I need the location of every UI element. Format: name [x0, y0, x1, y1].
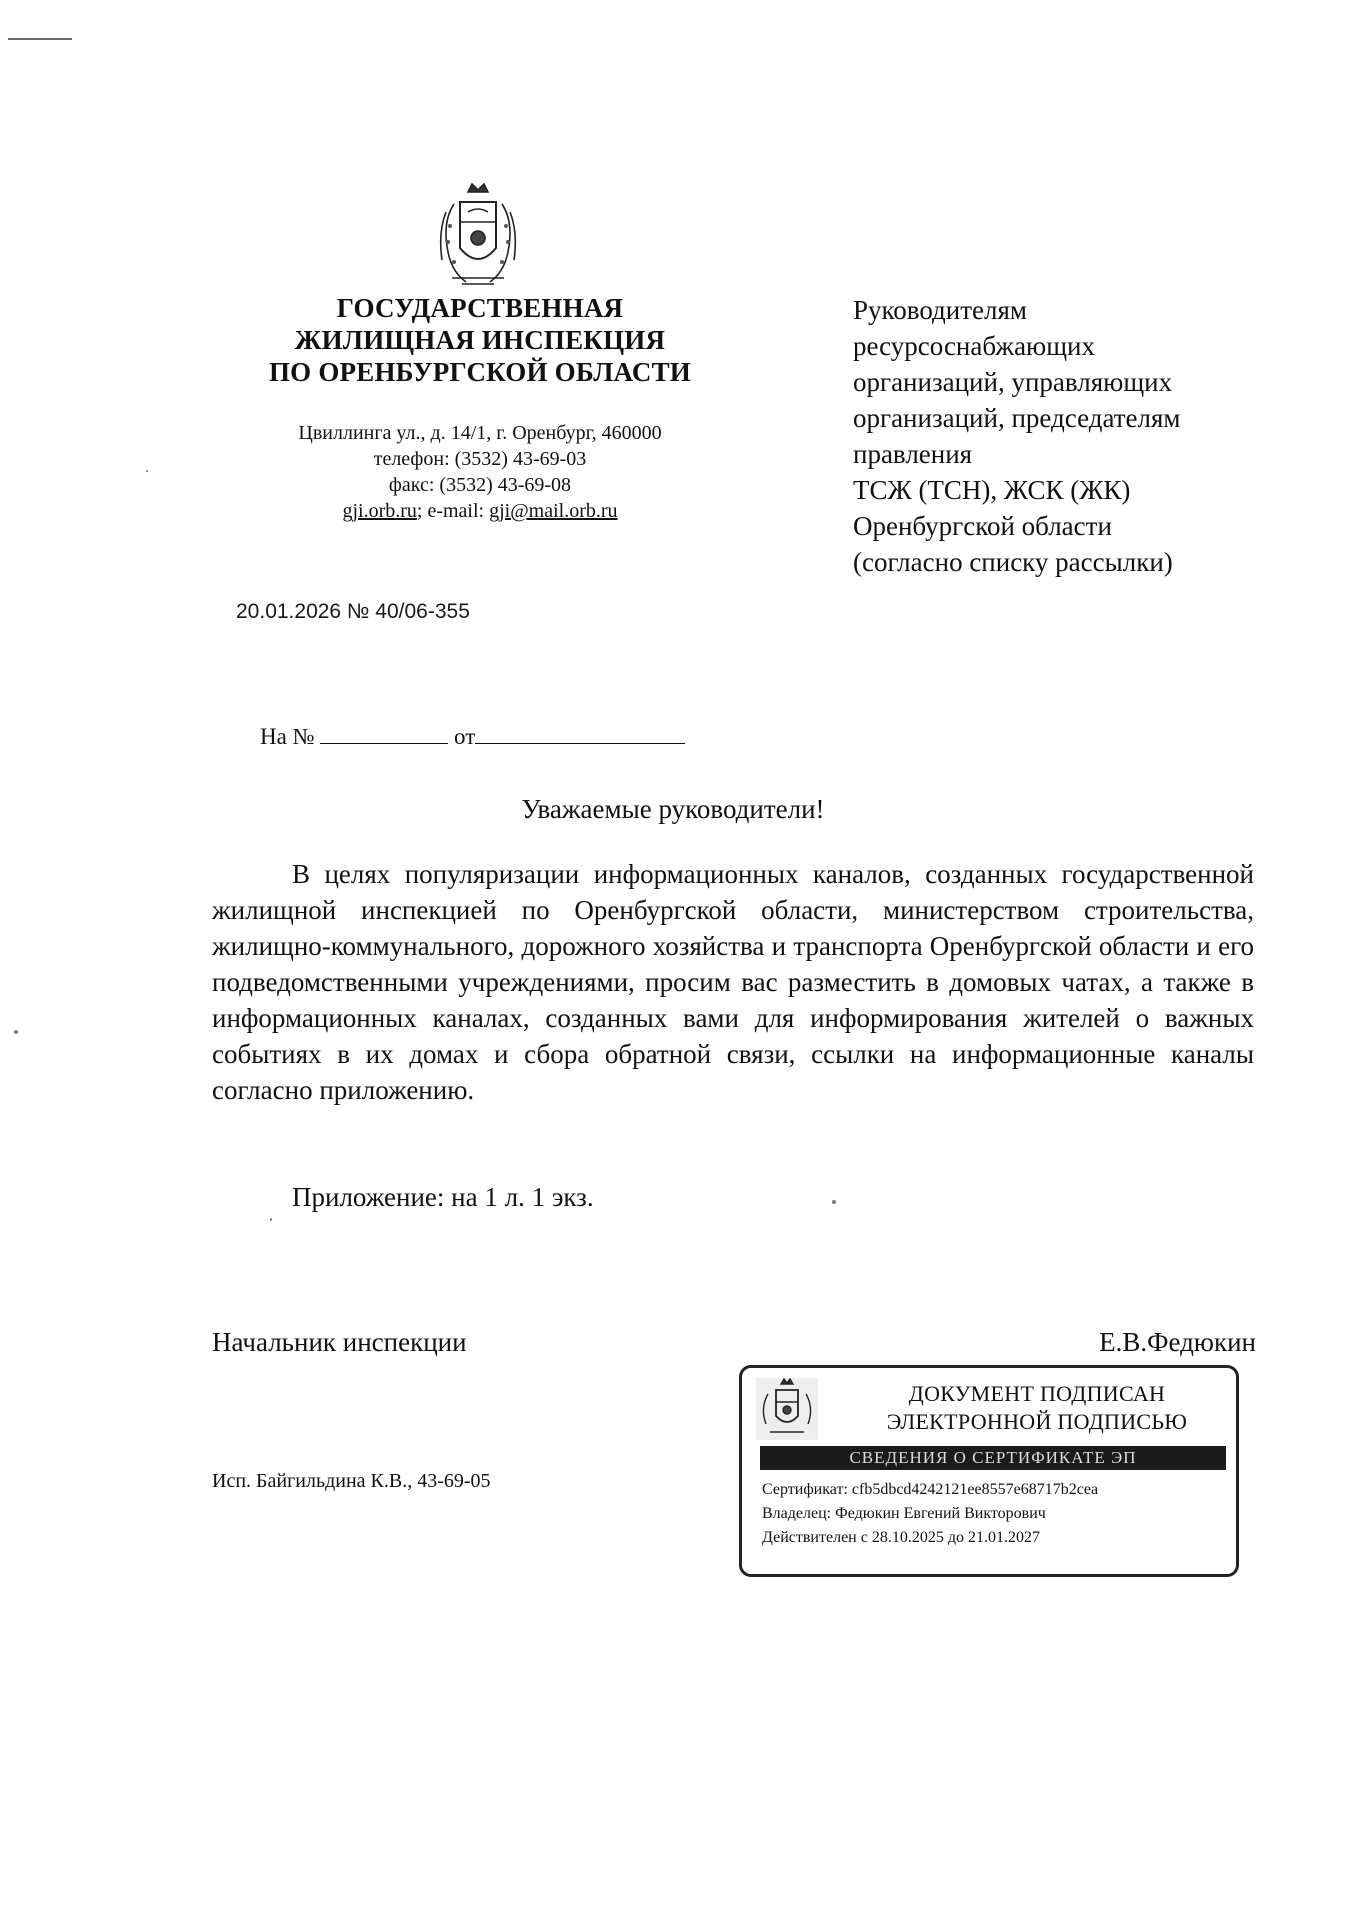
letter-body: В целях популяризации информационных каналов, созданных государственной жилищной инспекцией по Оренбургской области, министерством строительства, жилищно-коммунального, дорожного хозяйства и транспорта Оренбургской области и его подведомственными учреждениями, просим вас разместить в домовых чатах, а также в информационных каналах, созданных вами для информирования жителей о важных событиях в их домах и сбора обратной связи, ссылки на информационные каналы согласно приложению.	[212, 859, 1254, 1105]
stamp-details	[762, 1478, 1232, 1550]
coat-of-arms-icon	[432, 182, 524, 290]
ref-from-blank	[475, 725, 685, 744]
scan-edge-mark	[8, 38, 72, 40]
stamp-title	[852, 1380, 1222, 1436]
stamp-title-line: ДОКУМЕНТ ПОДПИСАН	[908, 1381, 1166, 1406]
addressee-line: Оренбургской области	[853, 511, 1112, 541]
appendix-note: Приложение: на 1 л. 1 экз.	[292, 1182, 594, 1212]
e-signature-stamp	[739, 1365, 1239, 1577]
addressee-line: ТСЖ (ТСН), ЖСК (ЖК)	[853, 475, 1131, 505]
org-fax: факс: (3532) 43-69-08	[388, 474, 572, 496]
ref-no-blank	[320, 725, 448, 744]
addressee-block	[853, 292, 1283, 580]
organization-name	[220, 292, 740, 388]
stamp-validity: Действителен с 28.10.2025 до 21.01.2027	[762, 1529, 1040, 1546]
addressee-line: Руководителям	[853, 295, 1027, 325]
scan-speck	[146, 470, 148, 472]
org-address: Цвиллинга ул., д. 14/1, г. Оренбург, 460000	[298, 422, 662, 444]
stamp-coat-of-arms-icon	[756, 1378, 818, 1440]
org-web-email	[220, 498, 740, 524]
email-link[interactable]: gji@mail.orb.ru	[489, 500, 618, 522]
addressee-line: организаций, председателям	[853, 403, 1181, 433]
addressee-line: правления	[853, 439, 973, 469]
registration-number: 20.01.2026 № 40/06-355	[236, 600, 470, 623]
scan-speck	[832, 1200, 836, 1204]
org-name-line: ПО ОРЕНБУРГСКОЙ ОБЛАСТИ	[268, 357, 691, 387]
salutation: Уважаемые руководители!	[521, 794, 825, 824]
ref-from-label: от	[454, 724, 476, 749]
stamp-owner: Владелец: Федюкин Евгений Викторович	[762, 1505, 1046, 1522]
scan-speck	[270, 1218, 272, 1221]
addressee-line: организаций, управляющих	[853, 367, 1173, 397]
scan-speck	[14, 1030, 18, 1034]
org-name-line: ГОСУДАРСТВЕННАЯ	[336, 293, 624, 323]
signatory-name: Е.В.Федюкин	[1099, 1327, 1256, 1357]
organization-contacts	[220, 420, 740, 524]
executor-note: Исп. Байгильдина К.В., 43-69-05	[212, 1470, 491, 1492]
stamp-certificate-header: СВЕДЕНИЯ О СЕРТИФИКАТЕ ЭП	[760, 1446, 1226, 1470]
signatory-position: Начальник инспекции	[212, 1327, 467, 1357]
email-label: ; e-mail:	[416, 500, 490, 522]
website-link[interactable]: gji.orb.ru	[342, 500, 417, 522]
org-phone: телефон: (3532) 43-69-03	[373, 448, 587, 470]
ref-no-label: На №	[260, 724, 315, 749]
org-name-line: ЖИЛИЩНАЯ ИНСПЕКЦИЯ	[294, 325, 666, 355]
addressee-line: (согласно списку рассылки)	[853, 547, 1173, 577]
stamp-title-line: ЭЛЕКТРОННОЙ ПОДПИСЬЮ	[886, 1409, 1188, 1434]
reference-line	[260, 724, 685, 750]
addressee-line: ресурсоснабжающих	[853, 331, 1095, 361]
stamp-certificate: Сертификат: cfb5dbcd4242121ee8557e68717b2cea	[762, 1481, 1099, 1498]
